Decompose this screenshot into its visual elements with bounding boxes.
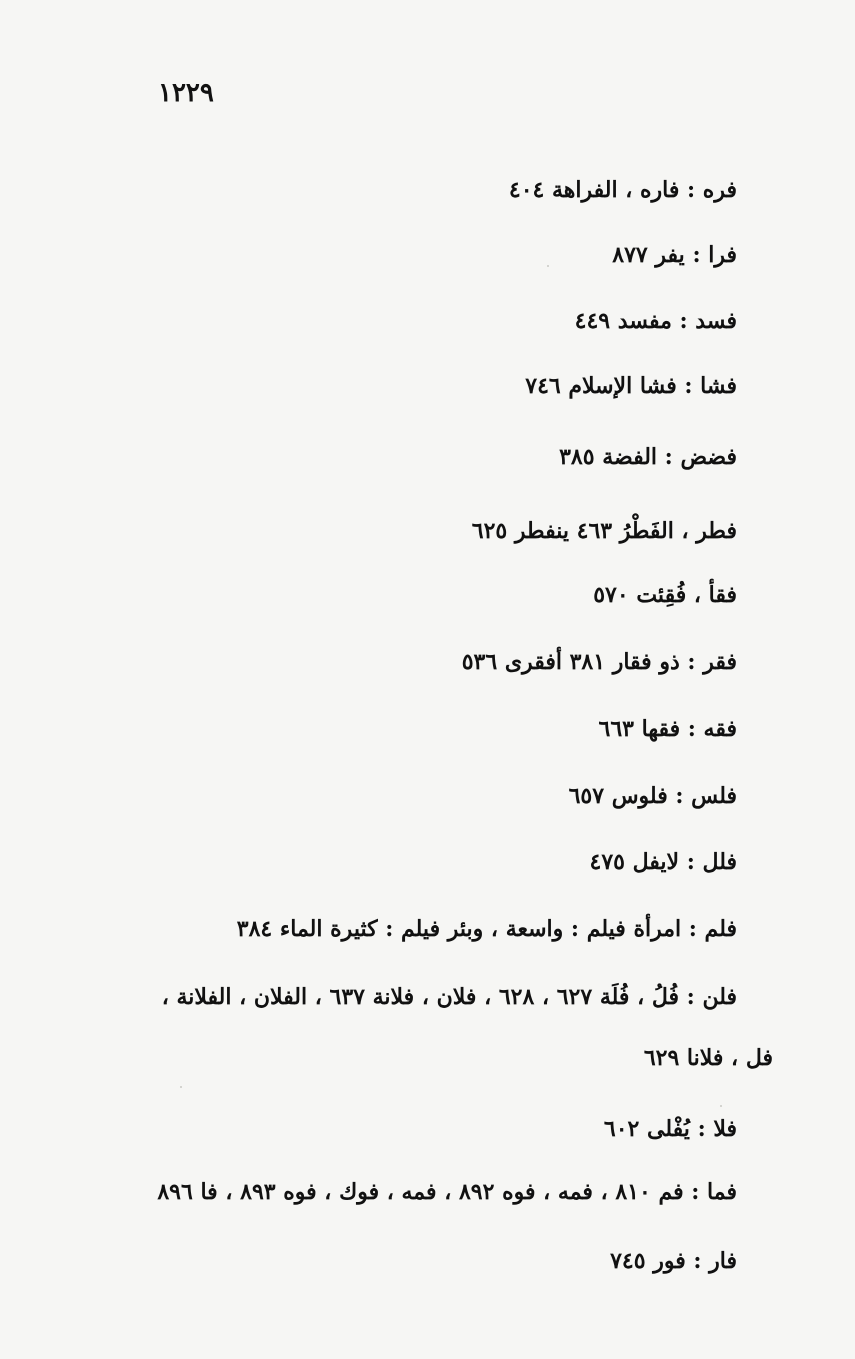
paper-speck bbox=[180, 1086, 182, 1088]
entry-fadad: فضض : الفضة ٣٨٥ bbox=[559, 444, 737, 470]
entry-falan-continued: فل ، فلانا ٦٢٩ bbox=[643, 1045, 773, 1071]
entry-falas: فلس : فلوس ٦٥٧ bbox=[568, 783, 737, 809]
paper-speck bbox=[547, 265, 549, 267]
entry-fasha: فشا : فشا الإسلام ٧٤٦ bbox=[525, 373, 737, 399]
entry-fatar: فطر ، الفَطْرُ ٤٦٣ ينفطر ٦٢٥ bbox=[471, 518, 737, 544]
entry-fara: فرا : يفر ٨٧٧ bbox=[612, 242, 737, 268]
entry-fala: فلا : يُفْلى ٦٠٢ bbox=[603, 1116, 737, 1142]
entry-faqa: فقأ ، فُقِئت ٥٧٠ bbox=[593, 582, 737, 608]
paper-speck bbox=[720, 1105, 722, 1107]
entry-falal: فلل : لايفل ٤٧٥ bbox=[589, 849, 737, 875]
page-number: ١٢٢٩ bbox=[158, 78, 214, 108]
entry-falan: فلن : فُلُ ، فُلَة ٦٢٧ ، ٦٢٨ ، فلان ، فلانة ٦٣٧ ، الفلان ، الفلانة ، bbox=[161, 984, 737, 1010]
entry-fama: فما : فم ٨١٠ ، فمه ، فوه ٨٩٢ ، فمه ، فوك ، فوه ٨٩٣ ، فا ٨٩٦ bbox=[157, 1179, 737, 1205]
entry-fasad: فسد : مفسد ٤٤٩ bbox=[574, 308, 737, 334]
entry-far: فار : فور ٧٤٥ bbox=[610, 1248, 737, 1274]
entry-falam: فلم : امرأة فيلم : واسعة ، وبئر فيلم : كثيرة الماء ٣٨٤ bbox=[236, 916, 737, 942]
entry-faqah: فقه : فقها ٦٦٣ bbox=[598, 716, 737, 742]
entry-fara-h: فره : فاره ، الفراهة ٤٠٤ bbox=[508, 177, 737, 203]
entry-faqar: فقر : ذو فقار ٣٨١ أفقرى ٥٣٦ bbox=[461, 649, 737, 675]
